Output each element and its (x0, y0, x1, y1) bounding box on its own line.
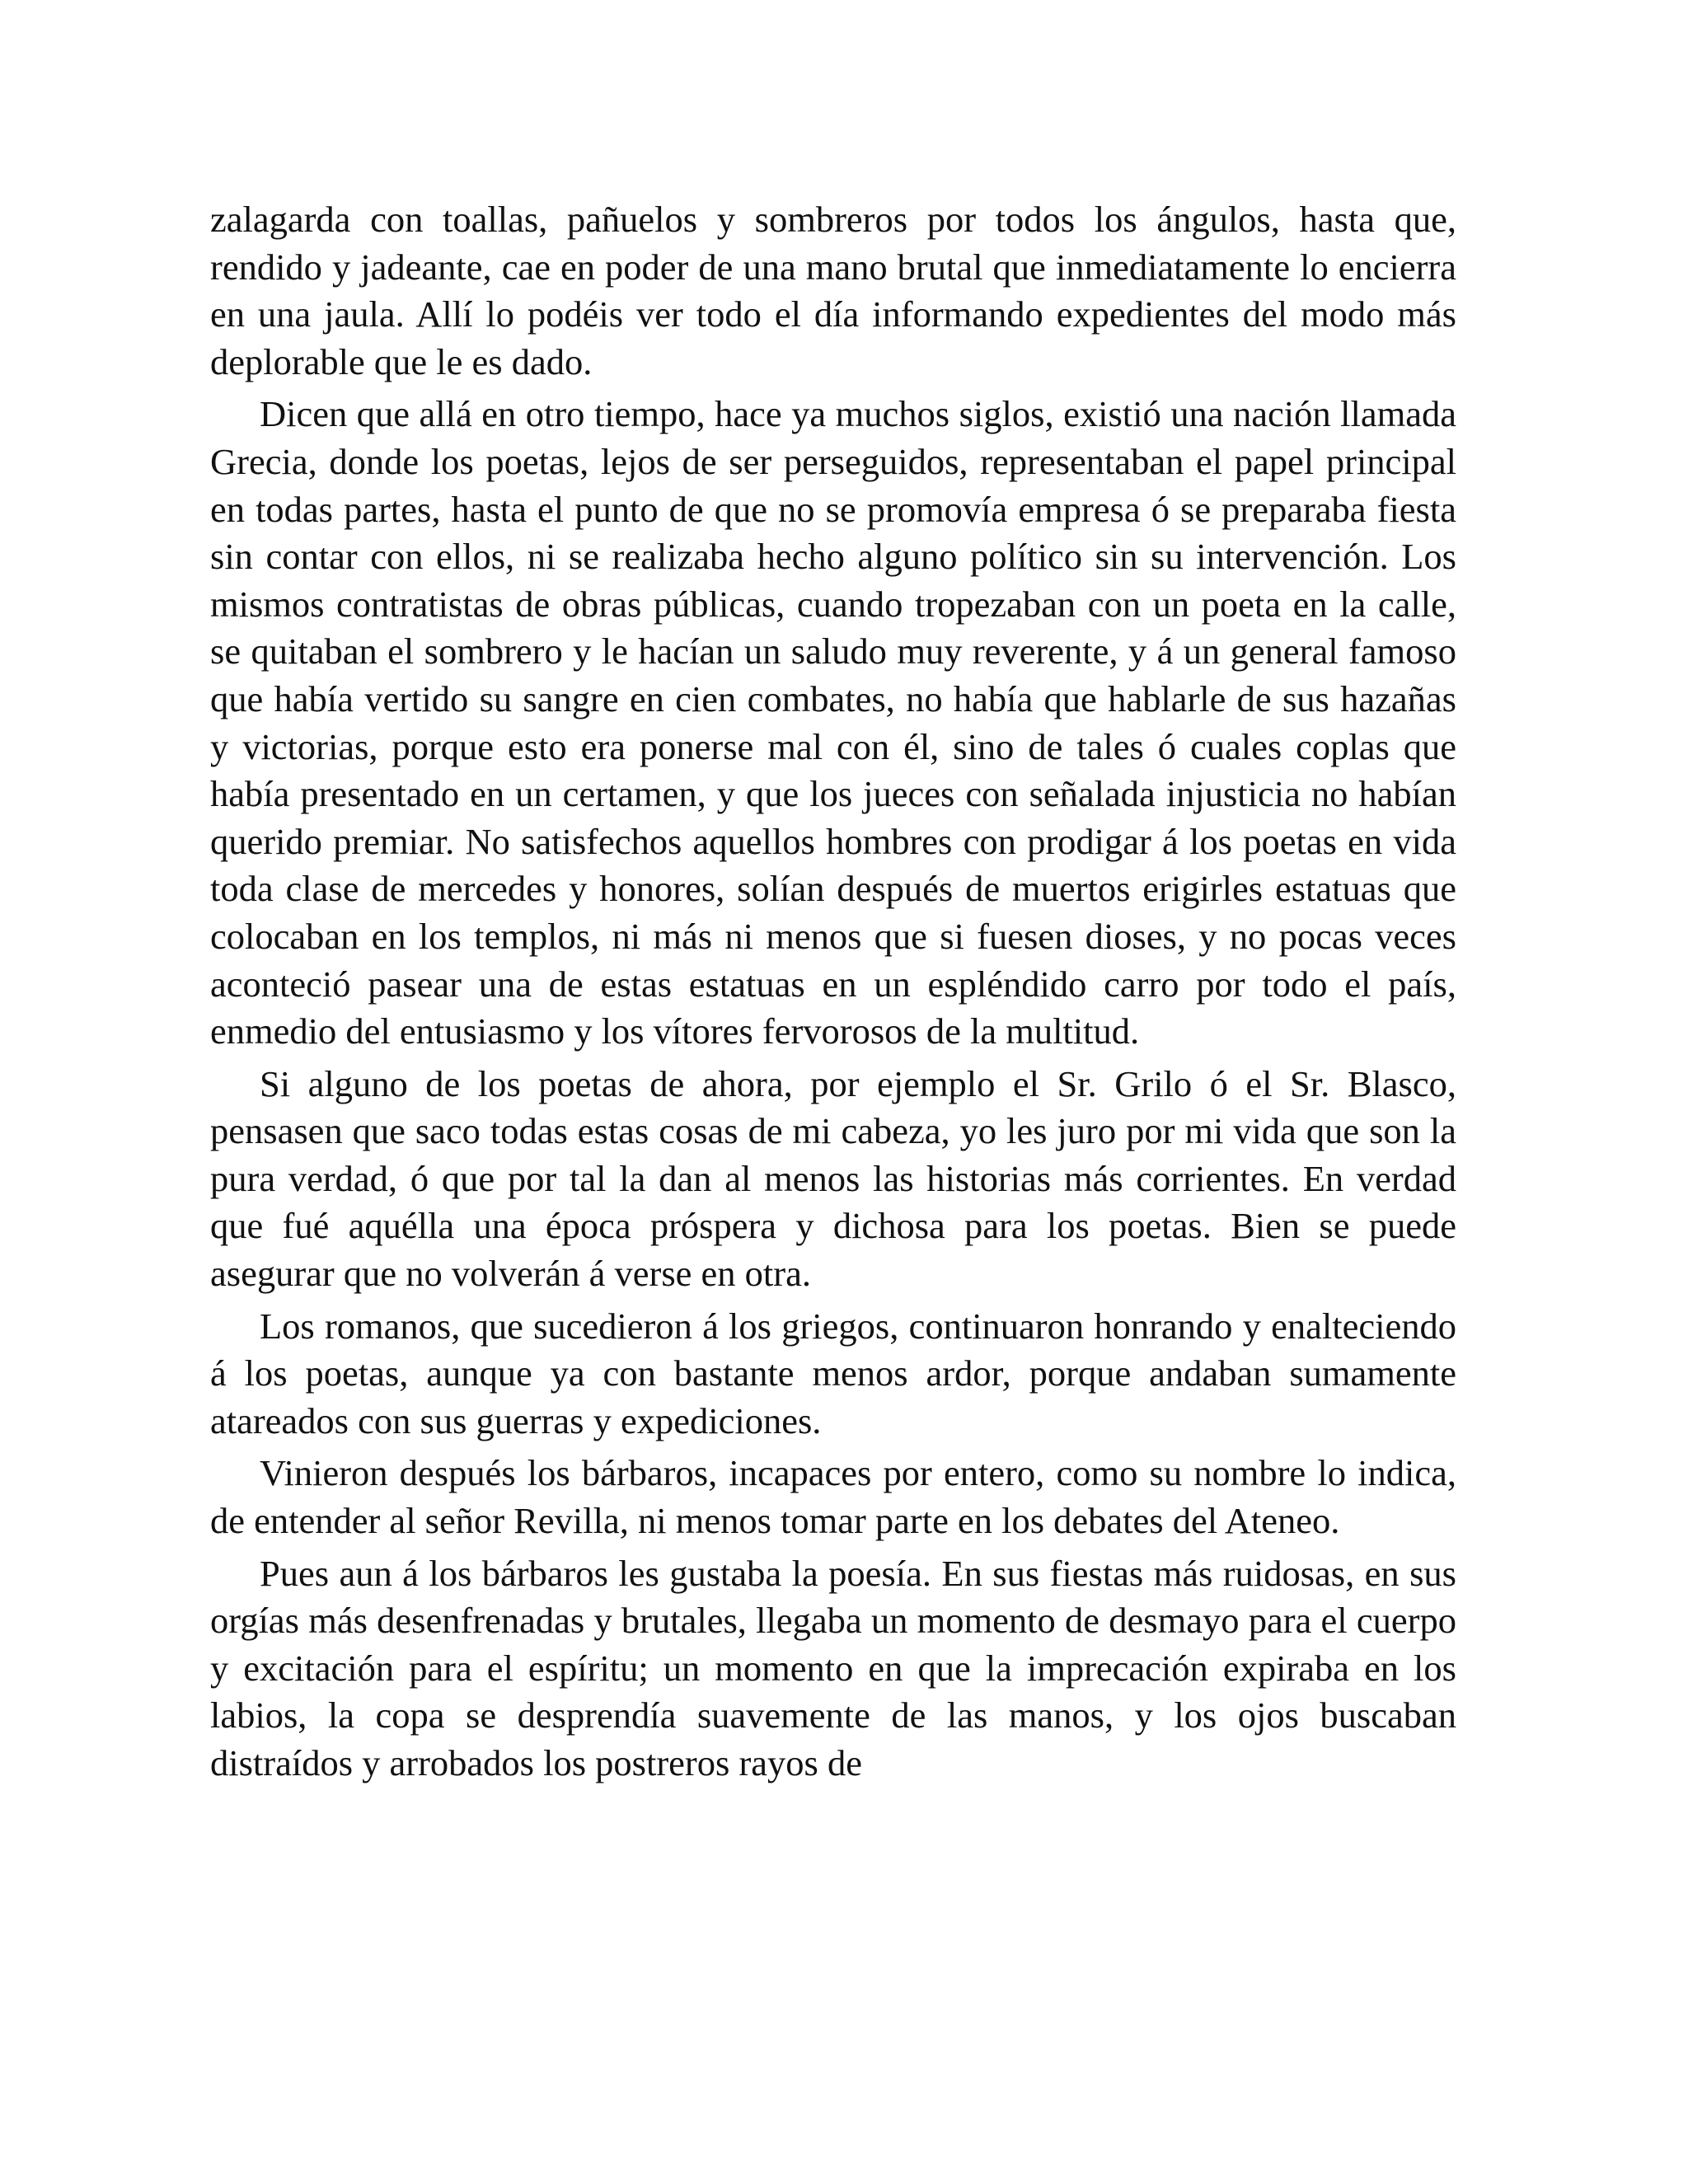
paragraph-fiestas: Pues aun á los bárbaros les gustaba la poesía. En sus fiestas más ruidosas, en sus orgías más desenfrenadas y brutales, llegaba un momento de desmayo para el cuerpo y excitación para el espíritu; un momento en que la imprecación expiraba en los labios, la copa se desprendía suavemente de las manos, y los ojos buscaban distraídos y arrobados los postreros rayos de (210, 1552, 1456, 1783)
paragraph-romanos: Los romanos, que sucedieron á los griegos, continuaron honrando y enalteciendo á los poetas, aunque ya con bastante menos ardor, porque andaban sumamente atareados con sus guerras y expediciones. (210, 1305, 1456, 1441)
paragraph-grecia: Dicen que allá en otro tiempo, hace ya muchos siglos, existió una nación llamada Grecia, donde los poetas, lejos de ser perseguidos, representaban el papel principal en todas partes, hasta el punto de que no se promovía empresa ó se preparaba fiesta sin contar con ellos, ni se realizaba hecho alguno político sin su intervención. Los mismos contratistas de obras públicas, cuando tropezaban con un poeta en la calle, se quitaban el sombrero y le hacían un saludo muy reverente, y á un general famoso que había vertido su sangre en cien combates, no había que hablarle de sus hazañas y victorias, porque esto era ponerse mal con él, sino de tales ó cuales coplas que había presentado en un certamen, y que los jueces con señalada injusticia no habían querido premiar. No satisfechos aquellos hombres con prodigar á los poetas en vida toda clase de mercedes y honores, solían después de muertos erigirles estatuas que colocaban en los templos, ni más ni menos que si fuesen dioses, y no pocas veces aconteció pasear una de estas estatuas en un espléndido carro por todo el país, enmedio del entusiasmo y los vítores fervorosos de la multitud. (210, 393, 1456, 1052)
paragraph-barbaros: Vinieron después los bárbaros, incapaces por entero, como su nombre lo indica, de entender al señor Revilla, ni menos tomar parte en los debates del Ateneo. (210, 1452, 1456, 1542)
paragraph-continuation: zalagarda con toallas, pañuelos y sombreros por todos los ángulos, hasta que, rendido y jadeante, cae en poder de una mano brutal que inmediatamente lo encierra en una jaula. Allí lo podéis ver todo el día informando expedientes del modo más deplorable que le es dado. (210, 199, 1456, 382)
paragraph-poetas-de-ahora: Si alguno de los poetas de ahora, por ejemplo el Sr. Grilo ó el Sr. Blasco, pensasen que saco todas estas cosas de mi cabeza, yo les juro por mi vida que son la pura verdad, ó que por tal la dan al menos las historias más corrientes. En verdad que fué aquélla una época próspera y dichosa para los poetas. Bien se puede asegurar que no volverán á verse en otra. (210, 1062, 1456, 1295)
page-body (210, 196, 1456, 1793)
